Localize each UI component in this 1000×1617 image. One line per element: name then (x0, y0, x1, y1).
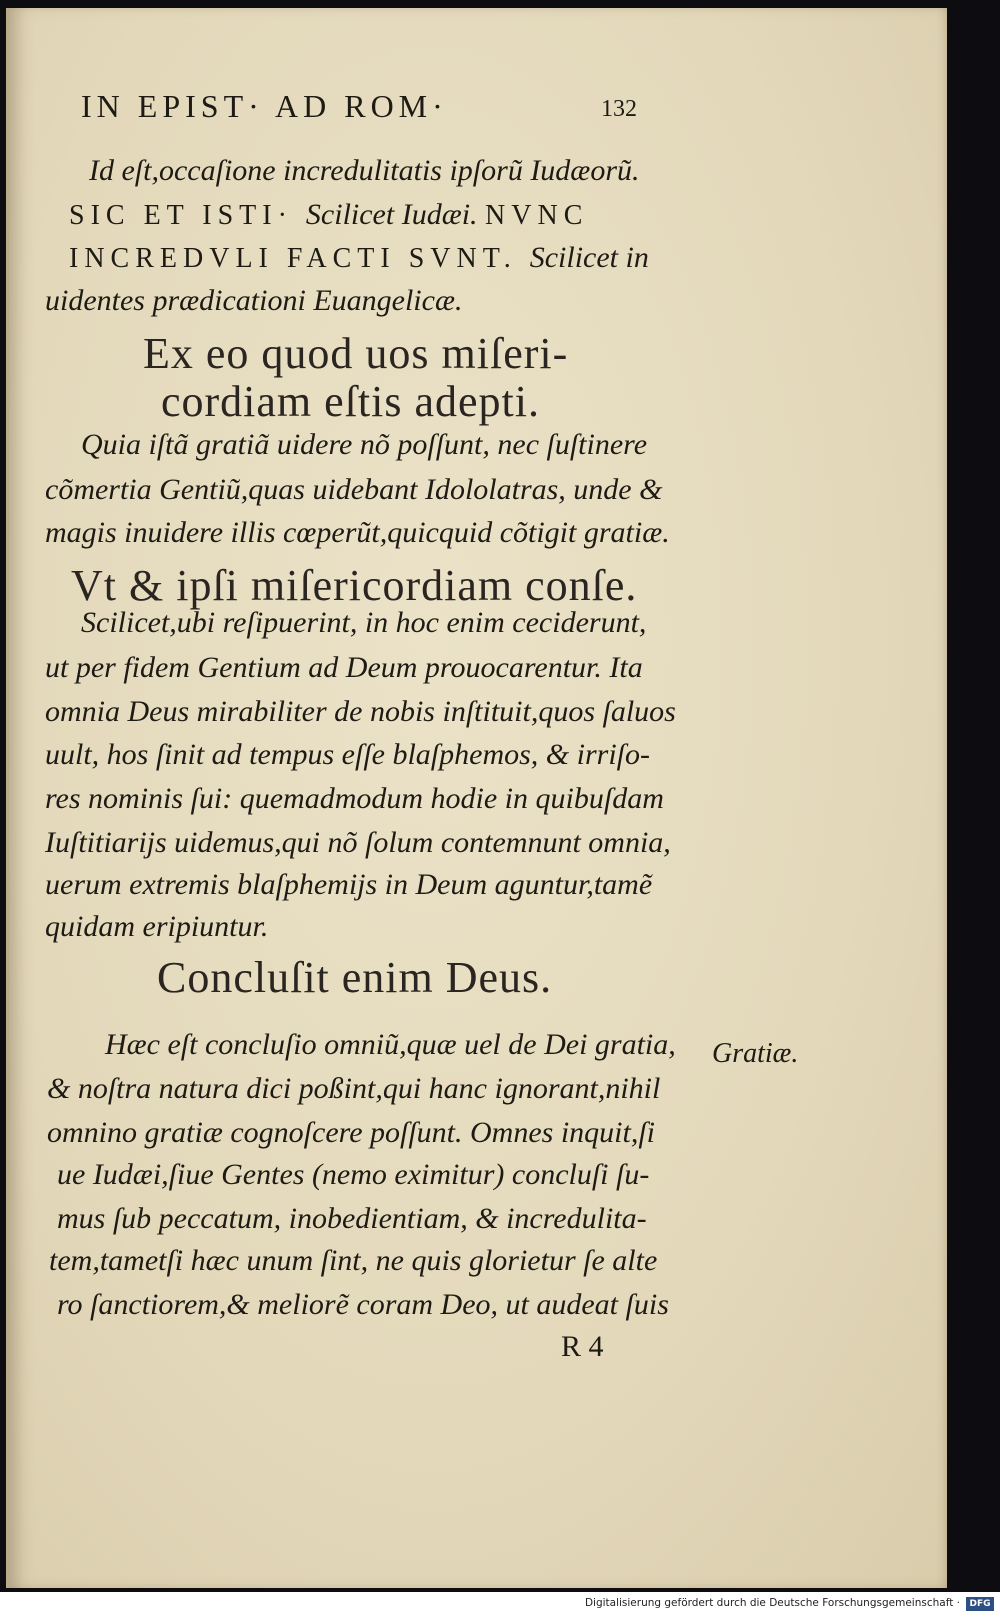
text-segment: Scilicet Iudæi. (305, 198, 486, 231)
text-segment: Hæc eſt concluſio omniũ,quæ uel de Dei gratia, (105, 1028, 676, 1061)
text-line (45, 868, 652, 902)
text-line (161, 376, 540, 427)
text-line (157, 952, 552, 1003)
text-segment: magis inuidere illis cœperũt,quicquid cõtigit gratiæ. (45, 516, 670, 549)
text-line (69, 241, 649, 275)
text-line (89, 154, 640, 188)
text-segment: Iuſtitiarijs uidemus,qui nõ ſolum contemnunt omnia, (45, 826, 671, 859)
text-line (69, 198, 588, 232)
running-head: IN EPIST· AD ROM· (81, 88, 448, 124)
text-line (49, 1244, 657, 1278)
text-line (81, 428, 647, 462)
text-segment: & noſtra natura dici poßint,qui hanc ignorant,nihil (47, 1072, 661, 1105)
text-line (45, 695, 676, 729)
text-segment: cõmertia Gentiũ,quas uidebant Idololatras, unde & (45, 473, 663, 506)
text-segment: Scilicet,ubi reſipuerint, in hoc enim ceciderunt, (81, 606, 647, 639)
text-segment: omnino gratiæ cognoſcere poſſunt. Omnes inquit,ſi (47, 1116, 656, 1149)
text-line (57, 1288, 669, 1322)
digitization-footer (0, 1592, 1000, 1617)
text-line (143, 328, 568, 379)
text-line (47, 1072, 660, 1106)
text-segment: Vt & ipſi miſericordiam conſe. (71, 561, 638, 610)
text-line (45, 473, 662, 507)
text-line (47, 1116, 655, 1150)
text-segment: Ex eo quod uos miſeri- (143, 329, 569, 378)
text-segment: cordiam eſtis adepti. (161, 377, 540, 426)
text-segment: ro ſanctiorem,& meliorẽ coram Deo, ut audeat ſuis (57, 1288, 669, 1321)
text-line (45, 738, 650, 772)
text-segment: tem,tametſi hæc unum ſint, ne quis glorietur ſe alte (49, 1244, 658, 1277)
text-segment: res nominis ſui: quemadmodum hodie in quibuſdam (45, 782, 664, 815)
book-page (6, 8, 947, 1588)
text-line (45, 826, 671, 860)
text-segment: mus ſub peccatum, inobedientiam, & incredulita- (57, 1202, 647, 1235)
signature-mark: R 4 (561, 1330, 604, 1363)
text-segment: ue Iudæi,ſiue Gentes (nemo eximitur) concluſi ſu- (57, 1158, 650, 1191)
text-line (45, 910, 268, 944)
text-line (45, 284, 462, 318)
footer-text: Digitalisierung gefördert durch die Deutsche Forschungsgemeinschaft · (584, 1597, 960, 1609)
text-segment: uidentes prædicationi Euangelicæ. (45, 284, 463, 317)
text-segment: ut per fidem Gentium ad Deum prouocarentur. Ita (45, 651, 643, 684)
text-line (45, 516, 670, 550)
text-line (57, 1202, 647, 1236)
text-line (81, 606, 646, 640)
text-line (57, 1158, 649, 1192)
text-segment: quidam eripiuntur. (45, 910, 269, 943)
text-segment: Id eſt,occaſione incredulitatis ipſorũ Iudæorũ. (89, 154, 640, 187)
text-line (45, 782, 664, 816)
text-segment: uerum extremis blaſphemijs in Deum aguntur,tamẽ (45, 868, 653, 901)
text-segment: NVNC (485, 200, 589, 231)
text-segment: Scilicet in (529, 241, 649, 274)
text-segment: INCREDVLI FACTI SVNT. (69, 243, 530, 274)
text-line (105, 1028, 676, 1062)
text-segment: omnia Deus mirabiliter de nobis inſtituit,quos ſaluos (45, 695, 676, 728)
page-number: 132 (601, 96, 637, 122)
text-line (45, 651, 643, 685)
text-segment: Concluſit enim Deus. (157, 953, 553, 1002)
dfg-logo: DFG (966, 1597, 994, 1611)
text-segment: SIC ET ISTI· (69, 200, 306, 231)
margin-note: Gratiæ. (712, 1038, 799, 1069)
text-segment: uult, hos ſinit ad tempus eſſe blaſphemos, & irriſo- (45, 738, 650, 771)
text-segment: Quia iſtã gratiã uidere nõ poſſunt, nec ſuſtinere (81, 428, 648, 461)
text-line (71, 560, 637, 611)
